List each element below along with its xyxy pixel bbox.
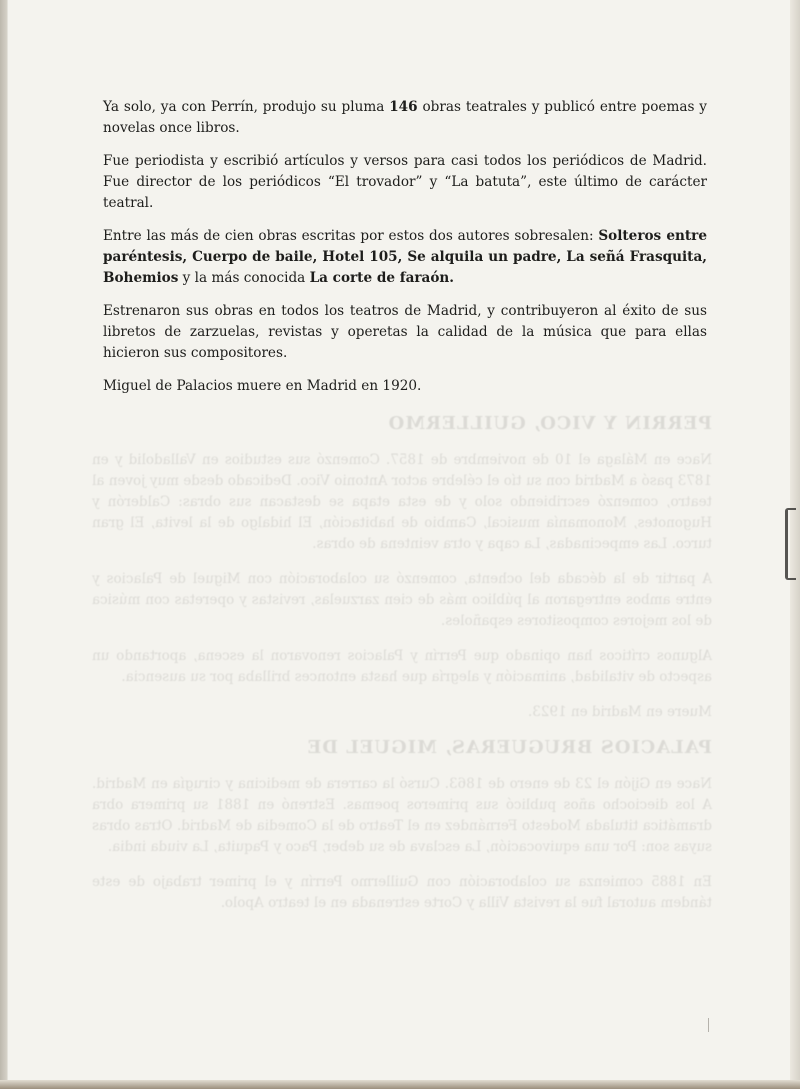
paragraph-notable-works — [103, 226, 707, 289]
bleed-through-paragraph: En 1885 comienza su colaboración con Guillermo Perrín y el primer trabajo de este tándem autoral fue la revista Villa y Corte estrenada en el teatro Apolo. — [92, 874, 712, 911]
bleed-through-text — [92, 405, 712, 928]
paragraph-premieres: Estrenaron sus obras en todos los teatros de Madrid, y contribuyeron al éxito de sus libretos de zarzuelas, revistas y operetas la calidad de la música que para ellas hicieron sus compositores. — [103, 303, 707, 361]
notable-works-list: Solteros entre paréntesis, Cuerpo de baile, Hotel 105, Se alquila un padre, La señá Frasquita, Bohemios — [103, 228, 707, 286]
most-famous-work: La corte de faraón. — [309, 270, 455, 286]
paragraph-text: obras teatrales y publicó entre poemas y novelas once libros. — [103, 99, 707, 136]
bleed-through-paragraph: Nace en Málaga el 10 de noviembre de 1857. Comenzó sus estudios en Valladolid y en 1873 pasó a Madrid con su tío el célebre actor Antonio Vico. Dedicado desde muy joven al teatro, comenzó escribiendo solo y de esta etapa se destacan sus obras: Calderón y Hugonotes, Monomanía musical, Cambio de habitación, El hidalgo de la levita, El gran turco. Las empecinadas, La capa y otra veintena de obras. — [92, 452, 712, 552]
bleed-through-paragraph: Muere en Madrid en 1923. — [527, 704, 712, 720]
page-mark — [708, 1018, 709, 1032]
bleed-through-paragraph: Nace en Gijón el 23 de enero de 1863. Cursó la carrera de medicina y cirugía en Madrid. A los dieciocho años publicó sus primeros poemas. Estrenó en 1881 su primera obra dramática titulada Modesto Fernández en el Teatro de la Comedia de Madrid. Otras obras suyas son: Por una equivocación, La esclava de su deber, Paco y Paquita, La viuda india. — [92, 776, 712, 855]
bleed-through-paragraph: A partir de la década del ochenta, comenzó su colaboración con Miguel de Palacios y entre ambos entregaron al público más de cien zarzuelas, revistas y operetas con música de los mejores compositores españoles. — [92, 571, 712, 629]
paragraph-text: Ya solo, ya con Perrín, produjo su pluma — [103, 99, 390, 115]
page-bottom-edge — [0, 1080, 800, 1089]
bleed-through-heading-2: PALACIOS BRUGUERAS, MIGUEL DE — [306, 737, 712, 758]
paragraph-death: Miguel de Palacios muere en Madrid en 1920. — [103, 378, 422, 394]
paragraph-journalist: Fue periodista y escribió artículos y versos para casi todos los periódicos de Madrid. Fue director de los periódicos “El trovador” y “La batuta”, este último de carácter teatral. — [103, 153, 707, 211]
bleed-through-paragraph: Algunos críticos han opinado que Perrín y Palacios renovaron la escena, aportando un aspecto de vitalidad, animación y alegría que hasta entonces brillaba por su ausencia. — [92, 648, 712, 685]
paragraph-text: Entre las más de cien obras escritas por estos dos autores sobresalen: — [103, 228, 599, 244]
staple — [785, 508, 796, 580]
paragraph-works-count — [103, 97, 707, 139]
paragraph-text: y la más conocida — [178, 270, 310, 286]
bleed-through-heading-1: PERRIN Y VICO, GUILLERMO — [387, 413, 712, 434]
works-count: 146 — [389, 99, 418, 115]
main-text — [103, 97, 707, 409]
